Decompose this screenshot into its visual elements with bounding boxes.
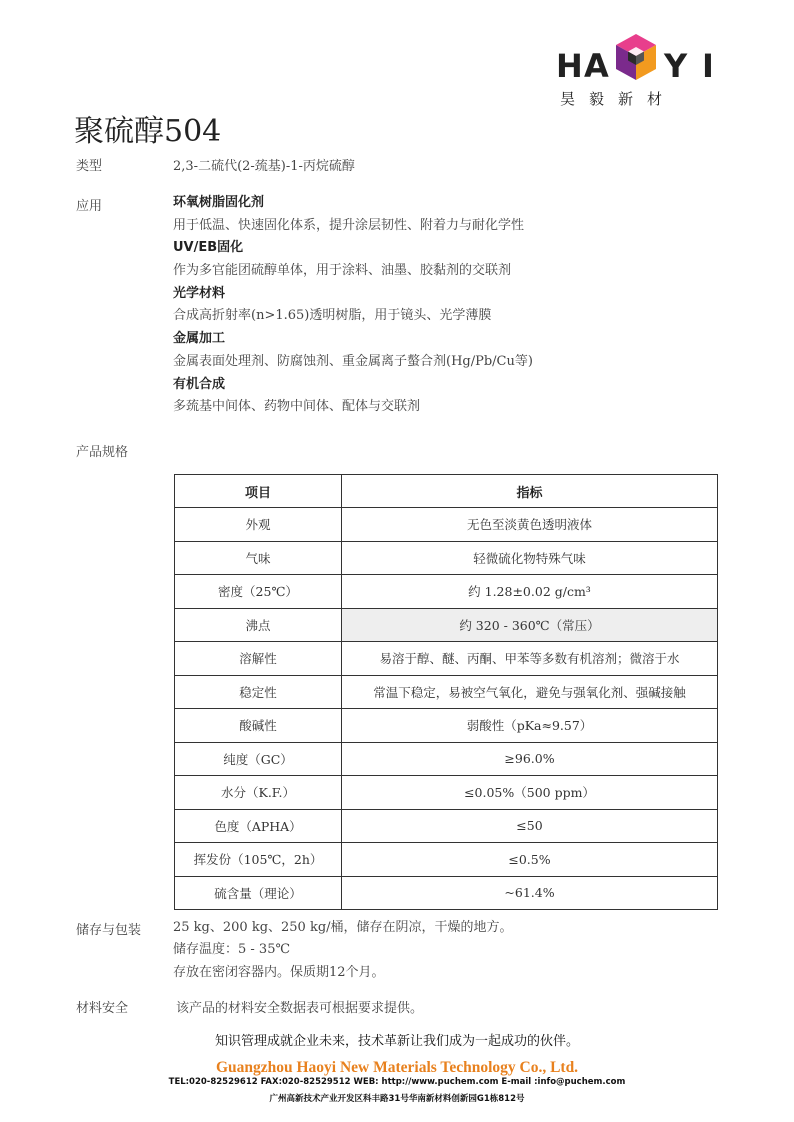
- spec-item: 气味: [175, 541, 342, 575]
- logo-letter-y: Y: [664, 47, 688, 85]
- footer-company-name: Guangzhou Haoyi New Materials Technology Co., Ltd.: [215, 1059, 579, 1076]
- application-text: 作为多官能团硫醇单体，用于涂料、油墨、胶黏剂的交联剂: [173, 263, 512, 279]
- spec-value: 易溶于醇、醚、丙酮、甲苯等多数有机溶剂；微溶于水: [342, 642, 718, 676]
- application-label: 应用: [76, 199, 103, 214]
- spec-item: 外观: [175, 508, 342, 542]
- application-head: 金属加工: [173, 331, 226, 347]
- spec-value: ~61.4%: [342, 876, 718, 910]
- table-row: [175, 843, 718, 877]
- spec-value: 常温下稳定，易被空气氧化，避免与强氧化剂、强碱接触: [342, 675, 718, 709]
- storage-line: 25 kg、200 kg、250 kg/桶，储存在阴凉，干燥的地方。: [173, 920, 513, 935]
- spec-value: 弱酸性（pKa≈9.57）: [342, 709, 718, 743]
- footer-contact: TEL:020-82529612 FAX:020-82529512 WEB: http://www.puchem.com E-mail :info@puchem.com: [168, 1077, 626, 1087]
- logo-chinese-name: 昊毅新材: [560, 90, 677, 108]
- spec-value: ≥96.0%: [342, 742, 718, 776]
- application-text: 多巯基中间体、药物中间体、配体与交联剂: [173, 399, 421, 415]
- table-row: [175, 575, 718, 609]
- type-label: 类型: [76, 159, 103, 174]
- cube-logo-icon: [616, 34, 656, 80]
- safety-text: 该产品的材料安全数据表可根据要求提供。: [176, 1001, 424, 1016]
- table-row: [175, 541, 718, 575]
- table-row: [175, 876, 718, 910]
- table-row: [175, 642, 718, 676]
- spec-item: 色度（APHA）: [175, 809, 342, 843]
- company-logo: [556, 28, 716, 108]
- spec-value: 轻微硫化物特殊气味: [342, 541, 718, 575]
- table-row: [175, 742, 718, 776]
- application-head: 环氧树脂固化剂: [173, 195, 265, 210]
- logo-letter-i: I: [702, 47, 714, 85]
- table-row: [175, 709, 718, 743]
- spec-item: 密度（25℃）: [175, 575, 342, 609]
- spec-item: 硫含量（理论）: [175, 876, 342, 910]
- spec-item: 挥发份（105℃，2h）: [175, 843, 342, 877]
- table-row: [175, 776, 718, 810]
- spec-item: 水分（K.F.）: [175, 776, 342, 810]
- spec-value: 约 1.28±0.02 g/cm³: [342, 575, 718, 609]
- storage-line: 储存温度：5 - 35℃: [173, 942, 291, 957]
- spec-item: 纯度（GC）: [175, 742, 342, 776]
- logo-letter-h: H: [556, 47, 583, 85]
- application-text: 用于低温、快速固化体系，提升涂层韧性、附着力与耐化学性: [173, 217, 525, 233]
- application-text: 合成高折射率(n>1.65)透明树脂，用于镜头、光学薄膜: [173, 308, 492, 324]
- footer-address: 广州高新技术产业开发区科丰路31号华南新材料创新园G1栋812号: [269, 1094, 525, 1104]
- spec-table: [174, 474, 718, 910]
- spec-item: 溶解性: [175, 642, 342, 676]
- table-row: [175, 809, 718, 843]
- logo-letter-a: A: [584, 47, 609, 85]
- spec-header-row: [175, 475, 718, 508]
- spec-value: 无色至淡黄色透明液体: [342, 508, 718, 542]
- application-head: UV/EB固化: [173, 240, 244, 256]
- application-head: 有机合成: [173, 376, 226, 392]
- table-row: [175, 508, 718, 542]
- spec-label: 产品规格: [76, 445, 129, 460]
- spec-item: 稳定性: [175, 675, 342, 709]
- storage-line: 存放在密闭容器内。保质期12个月。: [173, 965, 385, 980]
- application-head: 光学材料: [173, 285, 226, 301]
- spec-value: 约 320 - 360℃（常压）: [342, 608, 718, 642]
- spec-header-value: 指标: [342, 475, 718, 508]
- storage-label: 储存与包装: [76, 923, 142, 938]
- spec-header-item: 项目: [175, 475, 342, 508]
- safety-label: 材料安全: [76, 1001, 129, 1016]
- type-value: 2,3-二硫代(2-巯基)-1-丙烷硫醇: [173, 159, 355, 174]
- spec-value: ≤0.5%: [342, 843, 718, 877]
- application-text: 金属表面处理剂、防腐蚀剂、重金属离子螯合剂(Hg/Pb/Cu等): [173, 353, 533, 369]
- table-row: [175, 608, 718, 642]
- footer-slogan: 知识管理成就企业未来，技术革新让我们成为一起成功的伙伴。: [214, 1034, 579, 1049]
- spec-value: ≤50: [342, 809, 718, 843]
- spec-item: 酸碱性: [175, 709, 342, 743]
- spec-item: 沸点: [175, 608, 342, 642]
- spec-value: ≤0.05%（500 ppm）: [342, 776, 718, 810]
- product-title: 聚硫醇504: [74, 114, 222, 149]
- table-row: [175, 675, 718, 709]
- application-list: [173, 192, 733, 419]
